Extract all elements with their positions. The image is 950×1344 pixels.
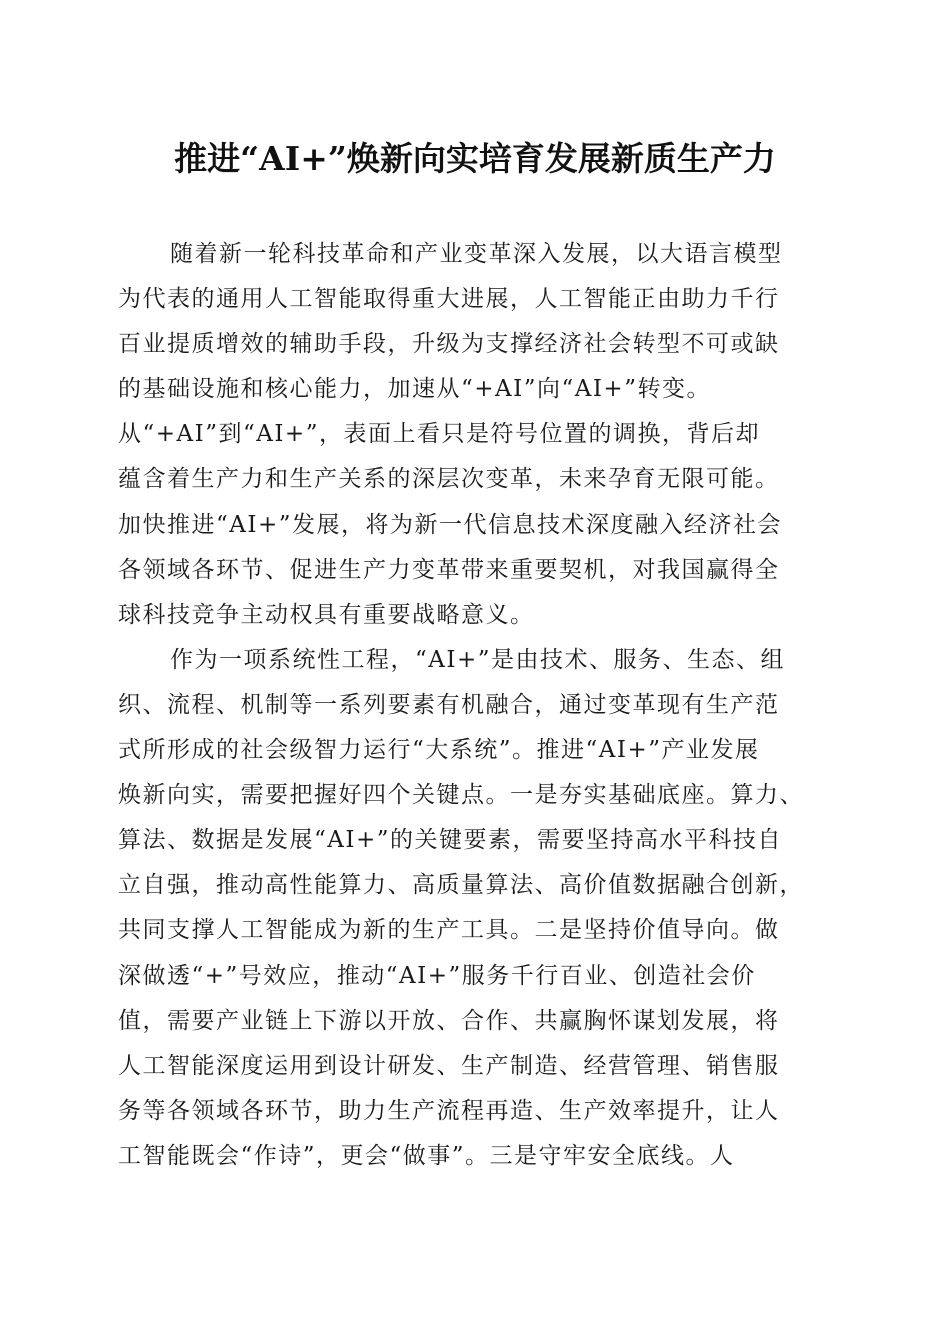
- text-line: 值，需要产业链上下游以开放、合作、共赢胸怀谋划发展，将: [118, 1007, 780, 1034]
- text-line: 式所形成的社会级智力运行“大系统”。推进“AI+”产业发展: [118, 737, 760, 764]
- text-line: 的基础设施和核心能力，加速从“+AI”向“AI+”转变。: [118, 376, 711, 403]
- text-line: 蕴含着生产力和生产关系的深层次变革，未来孕育无限可能。: [118, 466, 780, 493]
- text-line: 工智能既会“作诗”，更会“做事”。三是守牢安全底线。人: [118, 1142, 735, 1169]
- text-line: 为代表的通用人工智能取得重大进展，人工智能正由助力千行: [118, 286, 780, 313]
- document-body: [118, 232, 832, 1179]
- text-line: 百业提质增效的辅助手段，升级为支撑经济社会转型不可或缺: [118, 331, 780, 358]
- text-line: 深做透“+”号效应，推动“AI+”服务千行百业、创造社会价: [118, 962, 756, 989]
- text-line: 各领域各环节、促进生产力变革带来重要契机，对我国赢得全: [118, 556, 780, 583]
- text-line: 人工智能深度运用到设计研发、生产制造、经营管理、销售服: [118, 1052, 780, 1079]
- text-line: 从“+AI”到“AI+”，表面上看只是符号位置的调换，背后却: [118, 421, 760, 448]
- text-line: 立自强，推动高性能算力、高质量算法、高价值数据融合创新，: [118, 872, 804, 899]
- paragraph-1: [118, 232, 832, 638]
- text-line: 务等各领域各环节，助力生产流程再造、生产效率提升，让人: [118, 1097, 780, 1124]
- text-line: 加快推进“AI+”发展，将为新一代信息技术深度融入经济社会: [118, 511, 782, 538]
- text-line: 算法、数据是发展“AI+”的关键要素，需要坚持高水平科技自: [118, 827, 782, 854]
- paragraph-2: [118, 638, 832, 1179]
- text-line: 织、流程、机制等一系列要素有机融合，通过变革现有生产范: [118, 691, 780, 718]
- text-line: 共同支撑人工智能成为新的生产工具。二是坚持价值导向。做: [118, 917, 780, 944]
- text-line: 焕新向实，需要把握好四个关键点。一是夯实基础底座。算力、: [118, 782, 804, 809]
- text-line: 作为一项系统性工程，“AI+”是由技术、服务、生态、组: [170, 646, 785, 673]
- document-title: 推进“AI+”焕新向实培育发展新质生产力: [174, 139, 776, 178]
- text-line: 随着新一轮科技革命和产业变革深入发展，以大语言模型: [170, 241, 783, 267]
- text-line: 球科技竞争主动权具有重要战略意义。: [118, 601, 535, 628]
